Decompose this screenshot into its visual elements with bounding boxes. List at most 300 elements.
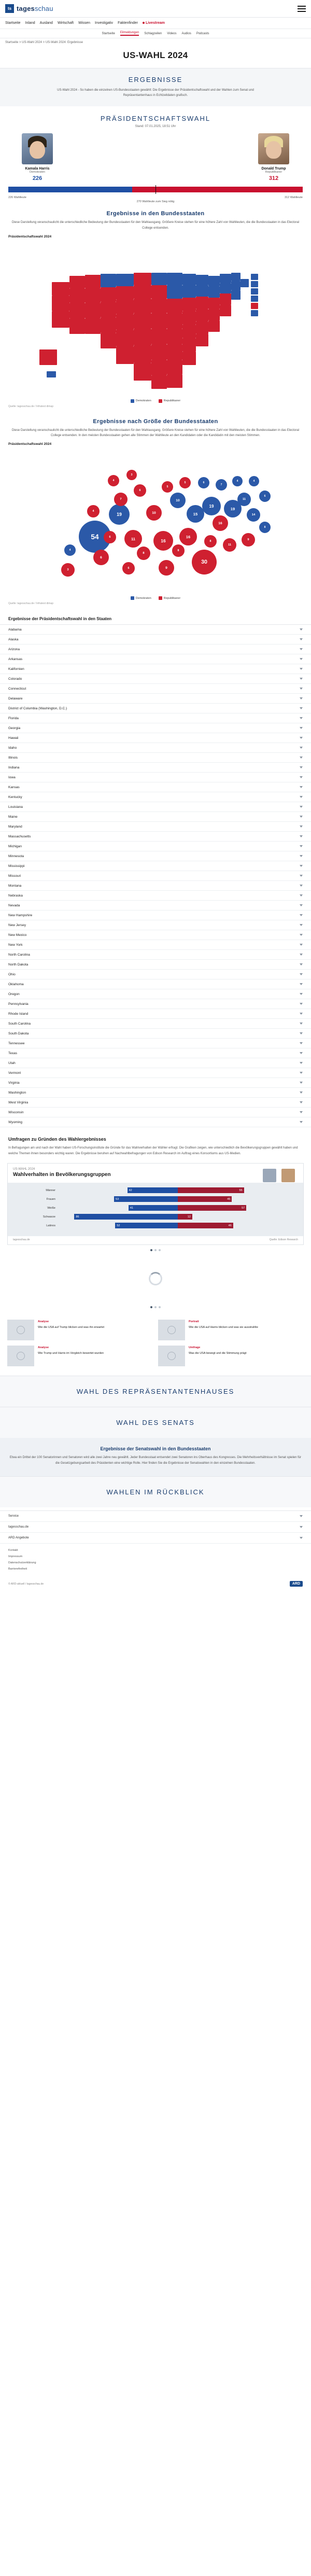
chevron-down-icon [300, 1032, 303, 1034]
state-name: Montana [8, 884, 22, 888]
state-row[interactable] [0, 960, 311, 970]
chevron-down-icon [300, 638, 303, 640]
poll-bar-harris: 52 [115, 1223, 178, 1228]
state-name: Arizona [8, 647, 20, 651]
map-state[interactable] [182, 274, 196, 285]
subnav-item-2[interactable]: Schlagzeilen [144, 32, 162, 35]
map-state[interactable] [134, 285, 151, 299]
map-state[interactable] [196, 297, 208, 309]
state-name: District of Columbia (Washington, D.C.) [8, 706, 67, 710]
state-name: New Mexico [8, 933, 27, 937]
subnav-item-5[interactable]: Podcasts [196, 32, 209, 35]
poll-bar-row [13, 1222, 298, 1229]
map-state-bubble[interactable]: 15 [187, 505, 204, 523]
map-state[interactable] [220, 283, 231, 293]
poll-bar-label: Schwarze [43, 1215, 55, 1219]
state-row[interactable] [0, 842, 311, 851]
state-row[interactable] [0, 1088, 311, 1098]
poll-bar-label: Latinos [46, 1224, 55, 1227]
map-state-bubble[interactable]: 10 [170, 493, 186, 508]
state-row[interactable] [0, 1048, 311, 1058]
teaser-card[interactable] [7, 1320, 153, 1340]
map-state[interactable] [101, 302, 116, 317]
state-row[interactable] [0, 674, 311, 684]
state-row[interactable] [0, 782, 311, 792]
footer-row-0-label: Service [8, 1515, 19, 1518]
map-state[interactable] [52, 311, 69, 328]
map-state[interactable] [134, 363, 151, 381]
map-state[interactable] [182, 338, 196, 352]
avatar-harris [22, 133, 53, 164]
map-state[interactable] [231, 290, 241, 300]
state-name: Kansas [8, 785, 20, 789]
state-name: Vermont [8, 1071, 21, 1075]
map-state[interactable] [196, 285, 208, 297]
map-state-bubble[interactable]: 16 [179, 528, 197, 545]
map-size-section [0, 411, 311, 608]
map-state[interactable] [85, 303, 101, 318]
subnav-item-4[interactable]: Audios [181, 32, 191, 35]
state-row[interactable] [0, 1068, 311, 1078]
state-row[interactable] [0, 1117, 311, 1127]
map-state-bubble[interactable]: 19 [224, 500, 242, 517]
state-row[interactable] [0, 1009, 311, 1019]
map-state[interactable] [196, 275, 208, 285]
chevron-down-icon [300, 894, 303, 897]
teaser-card[interactable] [7, 1346, 153, 1366]
state-accordion-list [0, 624, 311, 1127]
map-size-desc: Diese Darstellung veranschaulicht die unterschiedliche Bedeutung der Bundesstaaten für den Wahlausgang. Größere Kreise stehen für eine höhere Zahl von Wahlleuten, die die Bundesstaaten in das Electoral College entsenden. In den meisten Bundesstaaten gehen alle Stimmen der Wahlleute an den Kandidaten oder die Kandidatin mit den meisten Stimmen. [11, 428, 300, 437]
map-state-bubble[interactable]: 6 [259, 491, 271, 502]
state-name: New York [8, 943, 23, 947]
map-state[interactable] [182, 352, 196, 365]
state-row[interactable] [0, 1058, 311, 1068]
teaser-card[interactable] [158, 1346, 304, 1366]
state-row[interactable] [0, 1078, 311, 1088]
map-state-bubble[interactable]: 9 [242, 533, 255, 547]
state-row[interactable] [0, 901, 311, 911]
footer-link-2[interactable]: Datenschutzerklärung [8, 1561, 36, 1565]
state-row[interactable] [0, 989, 311, 999]
chevron-down-icon [300, 727, 303, 729]
map-state-bubble[interactable]: 11 [223, 538, 236, 552]
state-row[interactable] [0, 1029, 311, 1039]
map-state[interactable] [151, 375, 167, 389]
map-state-bubble[interactable]: 8 [204, 535, 217, 548]
chevron-down-icon [300, 1091, 303, 1094]
map-state[interactable] [167, 360, 182, 374]
us-map-choropleth[interactable] [0, 241, 311, 396]
poll-bar-trump: 55 [178, 1187, 244, 1193]
state-name: Alaska [8, 637, 19, 641]
state-name: Minnesota [8, 854, 24, 858]
map-state[interactable] [251, 310, 258, 316]
nav-item-0[interactable]: Startseite [5, 21, 21, 25]
poll-kicker: US-WAHL 2024 [13, 1167, 35, 1171]
carousel-dot[interactable] [150, 1249, 152, 1251]
map-state[interactable] [134, 273, 151, 285]
chevron-down-icon [300, 963, 303, 965]
map-state[interactable] [220, 293, 231, 305]
map-state-bubble[interactable]: 4 [64, 544, 76, 556]
map-state-bubble[interactable]: 54 [79, 521, 111, 553]
map-state-bubble[interactable]: 16 [153, 531, 173, 551]
map-state[interactable] [69, 318, 85, 334]
state-row[interactable] [0, 704, 311, 713]
map-state[interactable] [134, 313, 151, 329]
subnav-item-0[interactable]: Startseite [102, 32, 115, 35]
map-state-bubble[interactable]: 19 [202, 497, 221, 515]
state-row[interactable] [0, 753, 311, 763]
state-name: Wisconsin [8, 1110, 24, 1114]
footer-link-3[interactable]: Barrierefreiheit [8, 1567, 27, 1571]
map-state[interactable] [69, 303, 85, 318]
state-row[interactable] [0, 1098, 311, 1108]
candidate-name-harris: Kamala Harris [25, 167, 50, 171]
map-state[interactable] [196, 334, 208, 346]
chevron-down-icon [300, 1052, 303, 1054]
chevron-down-icon [300, 697, 303, 699]
nav-item-6[interactable]: Faktenfinder [118, 21, 138, 25]
nav-item-3[interactable]: Wirtschaft [57, 21, 74, 25]
map-state[interactable] [101, 333, 116, 348]
map-state-bubble[interactable]: 3 [61, 563, 75, 577]
state-row[interactable] [0, 979, 311, 989]
poll-bar-trump: 57 [178, 1205, 246, 1211]
chevron-down-icon [300, 688, 303, 690]
map-state[interactable] [69, 276, 85, 288]
map-state[interactable] [52, 296, 69, 311]
nav-item-livestream[interactable] [143, 21, 165, 25]
footer-bottom [0, 1576, 311, 1595]
chevron-down-icon [300, 1101, 303, 1103]
map-state-bubble[interactable]: 4 [249, 476, 259, 486]
map-state[interactable] [116, 314, 134, 330]
state-row[interactable] [0, 999, 311, 1009]
map-state-bubble[interactable]: 7 [216, 479, 227, 491]
map-state[interactable] [116, 330, 134, 346]
chevron-down-icon [300, 737, 303, 739]
map-state-bubble[interactable]: 30 [192, 550, 217, 575]
footer-row-1[interactable] [0, 1522, 311, 1533]
map-state[interactable] [39, 349, 57, 365]
nav-item-5[interactable]: Investigativ [95, 21, 114, 25]
carousel-dot[interactable] [154, 1249, 157, 1251]
state-row[interactable] [0, 920, 311, 930]
map-state-bubble[interactable]: 8 [137, 547, 150, 560]
carousel-dot[interactable] [159, 1249, 161, 1251]
state-name: Nebraska [8, 893, 23, 898]
map-state-bubble[interactable]: 11 [237, 493, 251, 506]
map-state-bubble[interactable]: 6 [134, 484, 146, 497]
state-row[interactable] [0, 684, 311, 694]
map-state[interactable] [182, 285, 196, 298]
map-state[interactable] [85, 288, 101, 303]
chevron-down-icon [300, 1023, 303, 1025]
footer-row-2[interactable] [0, 1533, 311, 1544]
map-state[interactable] [167, 273, 182, 285]
seatbar-dem [8, 187, 132, 192]
state-row[interactable] [0, 930, 311, 940]
state-row[interactable] [0, 861, 311, 871]
map-state[interactable] [116, 346, 134, 364]
legend-dem [131, 399, 151, 403]
map-state-bubble[interactable]: 6 [93, 550, 109, 565]
map-state[interactable] [151, 285, 167, 299]
map-state[interactable] [208, 320, 220, 332]
chevron-down-icon [300, 983, 303, 985]
poll-carousel-dots[interactable] [0, 1245, 311, 1255]
map-state[interactable] [134, 299, 151, 313]
map-state-bubble[interactable]: 19 [109, 504, 130, 525]
poll-bar-harris: 53 [114, 1196, 178, 1202]
footer-links [0, 1544, 311, 1576]
map-state-bubble[interactable]: 16 [213, 515, 228, 531]
map-state[interactable] [85, 275, 101, 288]
chevron-down-icon [300, 875, 303, 877]
map-state[interactable] [182, 325, 196, 338]
map-state-bubble[interactable]: 9 [159, 560, 174, 576]
state-row[interactable] [0, 743, 311, 753]
state-row[interactable] [0, 891, 311, 901]
state-row[interactable] [0, 822, 311, 832]
state-row[interactable] [0, 664, 311, 674]
map-state[interactable] [167, 329, 182, 344]
breadcrumb: Startseite > US-Wahl 2024 > US-Wahl 2024: Ergebnisse [5, 41, 83, 44]
footer-link-0[interactable]: Kontakt [8, 1549, 18, 1552]
map-state[interactable] [116, 286, 134, 300]
state-row[interactable] [0, 812, 311, 822]
candidate-harris [13, 133, 61, 181]
map-state[interactable] [69, 288, 85, 303]
teaser-card[interactable] [158, 1320, 304, 1340]
state-name: Maryland [8, 824, 22, 829]
state-row[interactable] [0, 723, 311, 733]
nav-item-2[interactable]: Ausland [39, 21, 53, 25]
map-state[interactable] [220, 274, 231, 283]
map-state-bubble[interactable]: 6 [122, 562, 135, 575]
state-row[interactable] [0, 625, 311, 635]
us-map-bubbles[interactable] [0, 448, 311, 593]
avatar-trump [258, 133, 289, 164]
state-name: West Virginia [8, 1100, 29, 1104]
chevron-down-icon [300, 1515, 303, 1517]
map-state[interactable] [151, 360, 167, 375]
poll-bar-label: Männer [46, 1188, 55, 1192]
map-state-bubble[interactable]: 4 [87, 505, 100, 517]
state-row[interactable] [0, 654, 311, 664]
map-state-bubble[interactable]: 6 [198, 477, 209, 488]
map-state-bubble[interactable]: 11 [124, 530, 142, 548]
top-bar [0, 0, 311, 18]
chevron-down-icon [300, 1121, 303, 1123]
logo[interactable] [5, 4, 53, 13]
subnav-item-3[interactable]: Videos [167, 32, 177, 35]
map-state[interactable] [231, 281, 241, 290]
map-state-bubble[interactable]: 10 [146, 505, 162, 521]
map-state[interactable] [47, 371, 56, 377]
state-row[interactable] [0, 773, 311, 782]
results-band [0, 68, 311, 106]
state-row[interactable] [0, 635, 311, 645]
map-electoral-heading: Ergebnisse in den Bundesstaaten [106, 211, 205, 217]
copyright: © ARD-aktuell / tagesschau.de [8, 1582, 44, 1586]
state-name: Tennessee [8, 1041, 25, 1045]
state-name: Texas [8, 1051, 17, 1055]
map-state[interactable] [208, 276, 220, 286]
state-row[interactable] [0, 851, 311, 861]
state-row[interactable] [0, 871, 311, 881]
chevron-down-icon [300, 628, 303, 631]
map-state[interactable] [116, 274, 134, 286]
map-state[interactable] [85, 318, 101, 334]
map-state-bubble[interactable]: 14 [247, 508, 260, 522]
chevron-down-icon [300, 825, 303, 828]
map-state-bubble[interactable]: 5 [162, 481, 173, 493]
chevron-down-icon [300, 816, 303, 818]
state-name: Pennsylvania [8, 1002, 29, 1006]
map-state[interactable] [52, 282, 69, 296]
map-state[interactable] [196, 321, 208, 334]
map-state[interactable] [167, 299, 182, 313]
brand-area[interactable] [5, 4, 53, 13]
map-state-bubble[interactable]: 7 [114, 493, 128, 506]
map-state[interactable] [116, 300, 134, 314]
map-state[interactable] [151, 313, 167, 329]
map-state-bubble[interactable]: 6 [104, 531, 116, 543]
brand-main: tages [17, 5, 35, 12]
map-state[interactable] [151, 273, 167, 285]
map-state[interactable] [134, 345, 151, 363]
subnav-item-1[interactable]: Eilmeldungen [120, 31, 139, 36]
poll-bar-row [13, 1205, 298, 1212]
state-row[interactable] [0, 940, 311, 950]
poll-bar-track [58, 1205, 298, 1212]
map-state[interactable] [208, 309, 220, 320]
map-state[interactable] [251, 288, 258, 295]
state-row[interactable] [0, 713, 311, 723]
poll-source-left: tagesschau.de [13, 1238, 30, 1241]
candidate-votes-harris: 226 [32, 175, 43, 182]
chevron-down-icon [300, 776, 303, 778]
teaser-image [7, 1346, 34, 1366]
map-state[interactable] [167, 285, 182, 299]
state-row[interactable] [0, 763, 311, 773]
poll-card[interactable] [7, 1163, 304, 1245]
map-state[interactable] [208, 298, 220, 309]
results-band-title: ERGEBNISSE [128, 76, 183, 83]
state-row[interactable] [0, 694, 311, 704]
senate-section-title: WAHL DES SENATS [0, 1407, 311, 1438]
map-state[interactable] [241, 279, 249, 287]
state-row[interactable] [0, 970, 311, 979]
state-row[interactable] [0, 1039, 311, 1048]
menu-icon[interactable] [298, 6, 306, 12]
state-row[interactable] [0, 1108, 311, 1117]
map-state[interactable] [101, 274, 116, 287]
state-row[interactable] [0, 911, 311, 920]
poll-bar-harris: 41 [129, 1205, 178, 1211]
map-state-bubble[interactable]: 3 [126, 470, 137, 480]
map-state-bubble[interactable]: 8 [172, 544, 185, 557]
map-state-bubble[interactable]: 5 [179, 477, 191, 488]
map-state[interactable] [231, 273, 241, 281]
state-name: Alabama [8, 627, 22, 632]
chevron-down-icon [300, 914, 303, 916]
state-name: Iowa [8, 775, 16, 779]
chevron-down-icon [300, 904, 303, 906]
map-state-bubble[interactable]: 4 [232, 476, 243, 486]
map-state[interactable] [251, 281, 258, 287]
map-state[interactable] [208, 286, 220, 298]
map-state[interactable] [220, 305, 231, 316]
map-state[interactable] [101, 287, 116, 302]
state-row[interactable] [0, 645, 311, 654]
state-name: South Carolina [8, 1021, 31, 1026]
map-state[interactable] [101, 317, 116, 333]
poll-source-right: Quelle: Edison Research [269, 1238, 298, 1241]
footer-row-0[interactable] [0, 1511, 311, 1522]
poll-bar-label: Weiße [47, 1206, 55, 1210]
state-row[interactable] [0, 733, 311, 743]
map-state[interactable] [167, 344, 182, 360]
map-state[interactable] [182, 298, 196, 311]
map-state[interactable] [151, 329, 167, 344]
state-row[interactable] [0, 802, 311, 812]
map-state[interactable] [151, 344, 167, 360]
map-state-bubble[interactable]: 8 [259, 522, 271, 533]
state-row[interactable] [0, 832, 311, 842]
candidate-name-trump: Donald Trump [261, 167, 286, 171]
map-state[interactable] [182, 311, 196, 325]
chevron-down-icon [300, 757, 303, 759]
loading-block [0, 1255, 311, 1302]
legend-dem-2 [131, 596, 151, 600]
map-state[interactable] [251, 274, 258, 280]
footer [0, 1510, 311, 1595]
chevron-down-icon [300, 1537, 303, 1539]
nav-item-4[interactable]: Wissen [78, 21, 91, 25]
map-state-bubble[interactable]: 4 [108, 475, 119, 486]
map-state[interactable] [167, 374, 182, 388]
teaser-kicker: Analyse [38, 1320, 49, 1323]
senate-info-text: Etwa ein Drittel der 100 Senatorinnen und Senatoren wird alle zwei Jahre neu gewählt. Jeder Bundesstaat entsendet zwei Senatoren ins Oberhaus des Kongresses. Die Mehrheitsverhältnisse im Senat spielen für die Gesetzgebungsarbeit des Präsidenten eine wichtige Rolle. Hier finden Sie die Ergebnisse der Senatswahlen in den einzelnen Bundesstaaten. [9, 1455, 302, 1465]
state-name: Delaware [8, 696, 23, 701]
footer-link-1[interactable]: Impressum [8, 1555, 23, 1559]
chevron-down-icon [300, 924, 303, 926]
state-row[interactable] [0, 881, 311, 891]
chevron-down-icon [300, 707, 303, 709]
secondary-carousel-dots[interactable] [0, 1302, 311, 1312]
map-state[interactable] [134, 329, 151, 345]
poll-bar-track [58, 1213, 298, 1221]
map-state[interactable] [151, 299, 167, 313]
nav-item-1[interactable]: Inland [25, 21, 35, 25]
state-name: Oregon [8, 992, 20, 996]
state-row[interactable] [0, 1019, 311, 1029]
map-electoral-section [0, 203, 311, 411]
state-name: North Carolina [8, 953, 30, 957]
map-state[interactable] [167, 313, 182, 329]
map-size-head [0, 418, 311, 438]
map-state[interactable] [196, 309, 208, 321]
map-state[interactable] [251, 303, 258, 309]
map-state[interactable] [251, 296, 258, 302]
state-row[interactable] [0, 950, 311, 960]
map-electoral-label: Präsidentschaftswahl 2024 [8, 234, 52, 239]
state-row[interactable] [0, 792, 311, 802]
state-name: Idaho [8, 746, 17, 750]
